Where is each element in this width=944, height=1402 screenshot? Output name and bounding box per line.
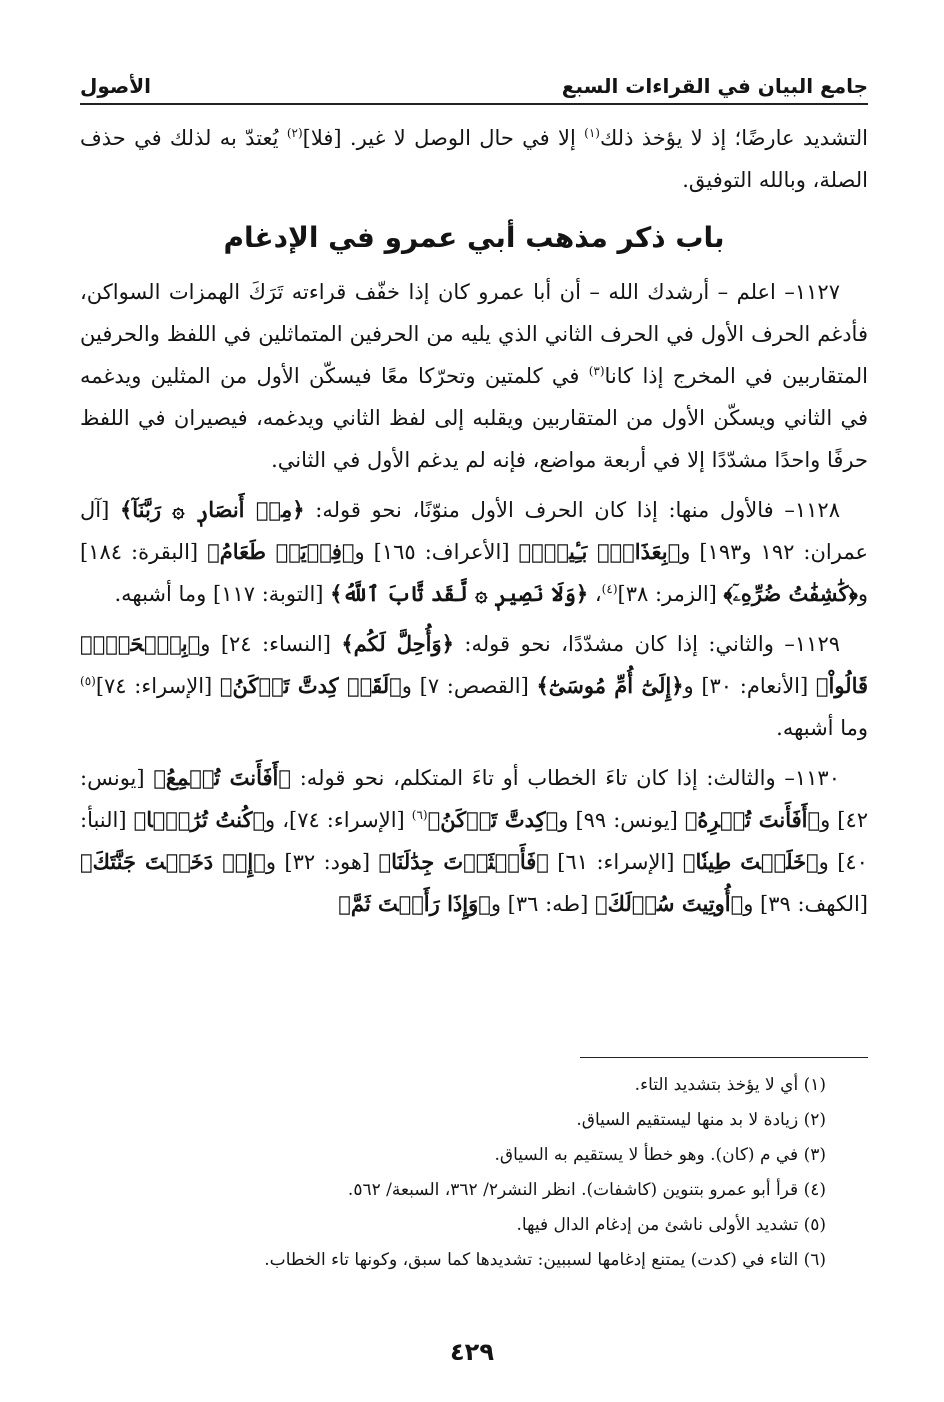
footnote-divider [580,1057,868,1058]
footnote-ref[interactable]: (١) [584,126,600,140]
quran-quote: ﴿كَٰشِفَٰتُ ضُرِّهِۦٓ﴾ [723,581,858,606]
quran-quote: ﴿وَأُحِلَّ لَكُم﴾ [341,631,454,656]
quran-quote: ﴿مِنۡ أَنصَارٖ ۞ رَبَّنَآ﴾ [119,497,305,522]
chapter-title: باب ذكر مذهب أبي عمرو في الإدغام [223,221,725,254]
page-number: ٤٢٩ [450,1338,494,1366]
footnote-item: (٤) قرأ أبو عمرو بتنوين (كاشفات). انظر النشر٢/ ٣٦٢، السبعة/ ٥٦٢. [347,1180,826,1200]
quran-quote: ﴿بِعَذَابِۭ بَـِٔيسِۭ﴾ [518,539,681,564]
quran-quote: ﴿لَقَدۡ كِدتَّ تَرۡكَنُ﴾ [219,673,402,698]
footnote-item: (٦) التاء في (كدت) يمتنع إدغامها لسببين: تشديدها كما سبق، وكونها تاء الخطاب. [264,1250,826,1270]
quran-quote: ﴿وَلَا نَصِيرٖ ۞ لَّقَد تَّابَ ٱللَّهُ﴾ [330,581,589,606]
footnote-ref[interactable]: (٥) [80,674,96,688]
quran-quote: ﴿بِٱلۡحَقِّۚ قَالُواْ﴾ [80,631,869,698]
footnote-ref[interactable]: (٦) [411,808,428,822]
paragraph-continuation: التشديد عارضًا؛ إذ لا يؤخذ ذلك$^{(١)}$ إلا في حال الوصل لا غير. [فلا]$^{(٢)}$ يُعتدّ به لذلك في حذف الصلة، وبالله التوفيق. [80,126,869,192]
footnote-item: (٢) زيادة لا بد منها ليستقيم السياق. [576,1110,826,1130]
paragraph-1130: ١١٣٠– والثالث: إذا كان تاءَ الخطاب أو تاءَ المتكلم، نحو قوله: ﴿أَفَأَنتَ تُسۡمِعُ﴾ [يونس: ٤٢] و﴿أَفَأَنتَ تُكۡرِهُ﴾ [يونس: ٩٩] و﴿كِدتَّ تَرۡكَنُ﴾$^{(٦)}$ [الإسراء: ٧٤]، و﴿كُنتُ تُرَٰبَۢا﴾ [النبأ: ٤٠] و﴿خَلَقۡتَ طِينٗا﴾ [الإسراء: ٦١] ﴿فَأَكۡثَرۡتَ جِدَٰلَنَا﴾ [هود: ٣٢] و﴿إِذۡ دَخَلۡتَ جَنَّتَكَ﴾ [الكهف: ٣٩] و﴿أُوتِيتَ سُؤۡلَكَ﴾ [طه: ٣٦] و﴿وَإِذَا رَأَيۡتَ ثَمَّ﴾ [80,765,868,916]
main-text [80,117,868,925]
paragraph-1128: ١١٢٨– فالأول منها: إذا كان الحرف الأول منوّنًا، نحو قوله: ﴿مِنۡ أَنصَارٖ ۞ رَبَّنَآ﴾ [آل عمران: ١٩٢ و١٩٣] و﴿بِعَذَابِۭ بَـِٔيسِۭ﴾ [الأعراف: ١٦٥] و﴿فِدۡيَةٞ طَعَامُ﴾ [البقرة: ١٨٤] و﴿كَٰشِفَٰتُ ضُرِّهِۦٓ﴾ [الزمر: ٣٨]$^{(٤)}$، ﴿وَلَا نَصِيرٖ ۞ لَّقَد تَّابَ ٱللَّهُ﴾ [التوبة: ١١٧] وما أشبهه. [80,497,868,606]
quran-quote: ﴿أَفَأَنتَ تُكۡرِهُ﴾ [684,807,821,832]
paragraph-1127: ١١٢٧– اعلم – أرشدك الله – أن أبا عمرو كان إذا خفّف قراءته تَرَكَ الهمزات السواكن، فأدغم الحرف الأول في الحرف الثاني الذي يليه من الحرفين المتماثلين في اللفظ والحرفين المتقاربين في المخرج إذا كانا$^{(٣)}$ في كلمتين وتحرّكا معًا فيسكّن الأول من المثلين ويدغمه في الثاني ويسكّن الأول من المتقاربين ويقلبه إلى لفظ الثاني ويدغمه، فيصيران في اللفظ حرفًا واحدًا مشدّدًا إلا في أربعة مواضع، فإنه لم يدغم الأول في الثاني. [80,280,868,472]
footnotes-list [96,1068,826,1278]
quran-quote: ﴿إِلَىٰٓ أُمِّ مُوسَىٰٓ﴾ [536,673,684,698]
book-title: جامع البيان في القراءات السبع [561,74,868,98]
quran-quote: ﴿أُوتِيتَ سُؤۡلَكَ﴾ [595,891,744,916]
quran-quote: ﴿فَأَكۡثَرۡتَ جِدَٰلَنَا﴾ [378,849,549,874]
footnote-item: (٥) تشديد الأولى ناشئ من إدغام الدال فيها. [516,1215,826,1235]
footnote-ref[interactable]: (٤) [601,582,618,596]
quran-quote: ﴿أَفَأَنتَ تُسۡمِعُ﴾ [153,765,291,790]
header-divider [80,103,868,105]
paragraph-1129: ١١٢٩– والثاني: إذا كان مشدّدًا، نحو قوله: ﴿وَأُحِلَّ لَكُم﴾ [النساء: ٢٤] و﴿بِٱلۡحَقِّۚ قَالُواْ﴾ [الأنعام: ٣٠] و﴿إِلَىٰٓ أُمِّ مُوسَىٰٓ﴾ [القصص: ٧] و﴿لَقَدۡ كِدتَّ تَرۡكَنُ﴾ [الإسراء: ٧٤]$^{(٥)}$ وما أشبهه. [80,631,869,740]
footnote-ref[interactable]: (٣) [588,364,605,378]
quran-quote: ﴿وَإِذَا رَأَيۡتَ ثَمَّ﴾ [338,891,491,916]
quran-quote: ﴿فِدۡيَةٞ طَعَامُ﴾ [207,539,355,564]
footnote-ref[interactable]: (٢) [286,126,303,140]
section-title: الأصول [80,74,151,98]
footnote-item: (٣) في م (كان). وهو خطأ لا يستقيم به السياق. [494,1145,826,1165]
quran-quote: ﴿خَلَقۡتَ طِينٗا﴾ [682,849,819,874]
quran-quote: ﴿كِدتَّ تَرۡكَنُ﴾ [427,807,559,832]
running-header [80,62,868,98]
quran-quote: ﴿إِذۡ دَخَلۡتَ جَنَّتَكَ﴾ [80,849,266,874]
footnote-item: (١) أي لا يؤخذ بتشديد التاء. [634,1075,826,1095]
quran-quote: ﴿كُنتُ تُرَٰبَۢا﴾ [133,807,266,832]
